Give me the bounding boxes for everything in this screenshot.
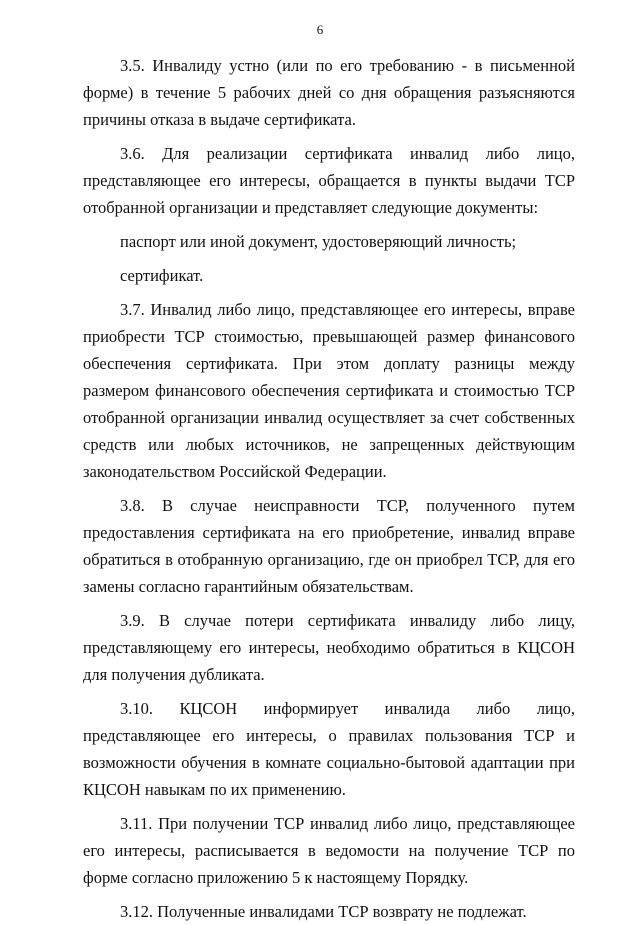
paragraph-3-10: 3.10. КЦСОН информирует инвалида либо лицо, представляющее его интересы, о правилах пользования ТСР и возможности обучения в комнате социально-бытовой адаптации при КЦСОН навыкам по их применению.: [83, 699, 575, 799]
paragraph-3-11: 3.11. При получении ТСР инвалид либо лицо, представляющее его интересы, расписывается в ведомости на получение ТСР по форме согласно приложению 5 к настоящему Порядку.: [83, 814, 575, 887]
page-number: 6: [316, 22, 324, 37]
document-body: [83, 52, 575, 925]
paragraph-3-8: 3.8. В случае неисправности ТСР, полученного путем предоставления сертификата на его приобретение, инвалид вправе обратиться в отобранную организацию, где он приобрел ТСР, для его замены согласно гарантийным обязательствам.: [83, 496, 575, 596]
paragraph-3-6: 3.6. Для реализации сертификата инвалид либо лицо, представляющее его интересы, обращается в пункты выдачи ТСР отобранной организации и представляет следующие документы:: [83, 144, 575, 217]
paragraph-3-7: 3.7. Инвалид либо лицо, представляющее его интересы, вправе приобрести ТСР стоимостью, превышающей размер финансового обеспечения сертификата. При этом доплату разницы между размером финансового обеспечения сертификата и стоимостью ТСР отобранной организации инвалид осуществляет за счет собственных средств или любых источников, не запрещенных действующим законодательством Российской Федерации.: [83, 300, 575, 481]
paragraph-3-12: 3.12. Полученные инвалидами ТСР возврату не подлежат.: [120, 902, 527, 921]
paragraph-3-9: 3.9. В случае потери сертификата инвалиду либо лицу, представляющему его интересы, необходимо обратиться в КЦСОН для получения дубликата.: [83, 611, 575, 684]
list-item-certificate: сертификат.: [120, 266, 204, 285]
paragraph-3-5: 3.5. Инвалиду устно (или по его требованию - в письменной форме) в течение 5 рабочих дней со дня обращения разъясняются причины отказа в выдаче сертификата.: [83, 56, 575, 129]
list-item-passport: паспорт или иной документ, удостоверяющий личность;: [120, 232, 517, 251]
